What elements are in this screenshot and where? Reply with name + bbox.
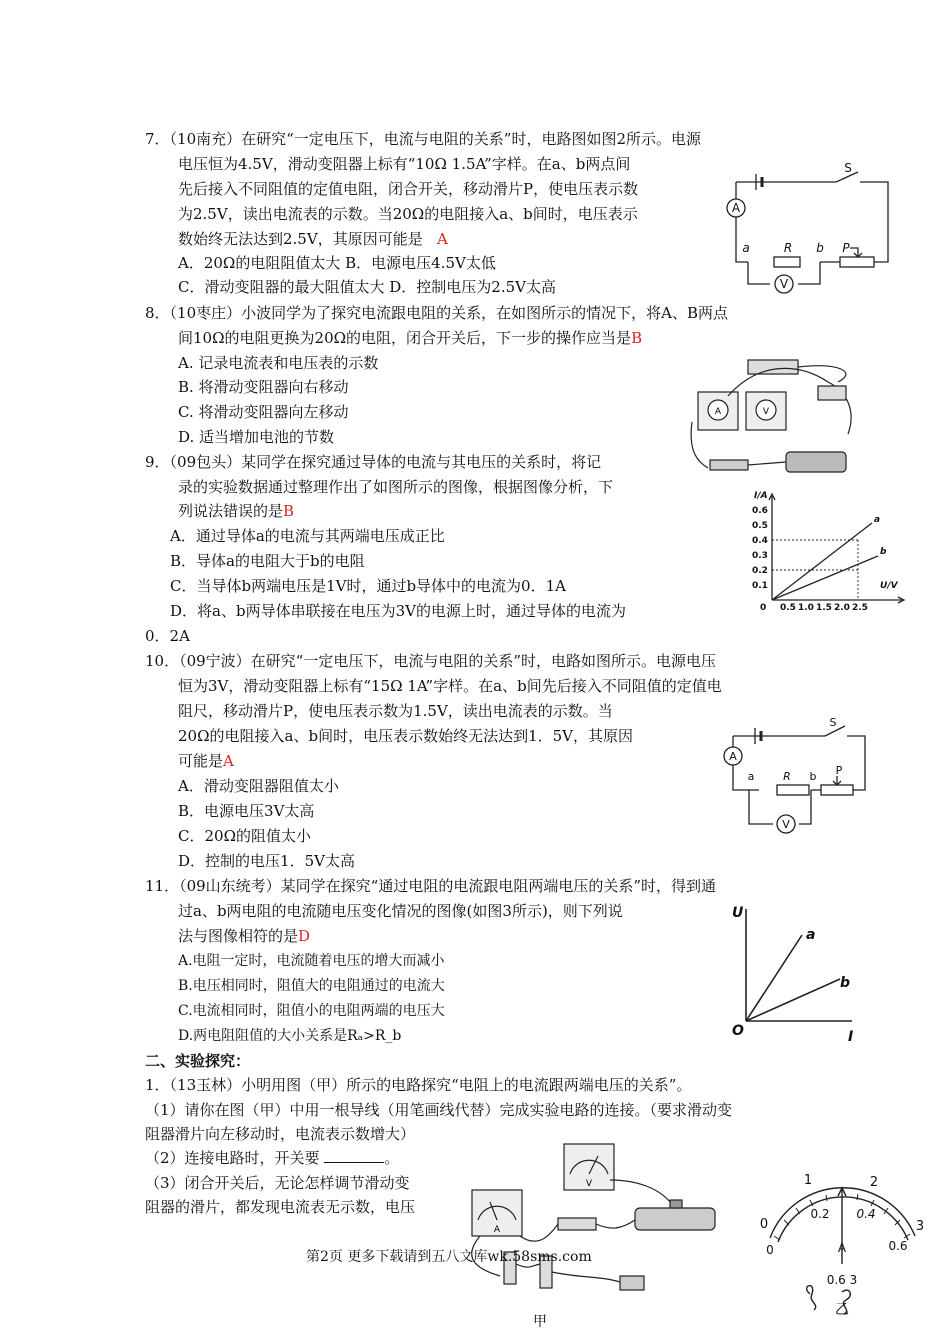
graph9-xtick: 1.5: [816, 603, 832, 613]
q7-line-4: 为2.5V，读出电流表的示数。当20Ω的电阻接入a、b间时，电压表示: [178, 205, 638, 223]
q7-line-5: 数始终无法达到2.5V，其原因可能是 A: [178, 230, 448, 248]
meter-big-scale: 0: [759, 1217, 769, 1232]
q9-line-1: 9．（09包头）某同学在探究通过导体的电流与其电压的关系时，将记: [145, 453, 602, 471]
q11-option-a: A.电阻一定时，电流随着电压的增大而减小: [178, 953, 445, 969]
graph11-xlabel: I: [848, 1029, 854, 1045]
section2-part1-line2: 阻器滑片向左移动时，电流表示数增大）: [145, 1125, 416, 1143]
q8-option-c: C. 将滑动变阻器向左移动: [178, 403, 349, 421]
graph11-origin: O: [732, 1023, 744, 1039]
meter-small-scale: 0: [766, 1243, 774, 1257]
q9-option-c: C．当导体b两端电压是1V时，通过b导体中的电流为0．1A: [170, 577, 566, 595]
graph9-line-b: b: [880, 547, 887, 557]
q10-line-3: 阻尺，移动滑片P，使电压表示数为1.5V，读出电流表的示数。当: [178, 702, 613, 720]
meter-center-label: A: [837, 1241, 847, 1255]
q9-line-3: 列说法错误的是B: [178, 502, 295, 520]
q8-line-2: 间10Ω的电阻更换为20Ω的电阻，闭合开关后，下一步的操作应当是B: [178, 329, 643, 347]
q9-option-d-cont: 0．2A: [145, 627, 190, 645]
graph9-ytick: 0.1: [752, 581, 768, 591]
q8-option-d: D. 适当增加电池的节数: [178, 428, 335, 446]
graph11-line-b: b: [840, 975, 851, 991]
q10-option-b: B．电源电压3V太高: [178, 802, 315, 820]
graph9-ytick: 0.5: [752, 521, 768, 531]
section2-part3-line2: 阻器的滑片，都发现电流表无示数，电压: [145, 1198, 416, 1216]
circuit-label-b: b: [816, 241, 824, 255]
graph9-ytick: 0.6: [752, 506, 768, 516]
meter-small-scale: 0.2: [810, 1207, 830, 1221]
section2-part1-line1: （1）请你在图（甲）中用一根导线（用笔画线代替）完成实验电路的连接。（要求滑动变: [145, 1101, 733, 1119]
q11-option-d: D.两电阻阻值的大小关系是Rₐ>R_b: [178, 1028, 402, 1044]
q8-option-a: A. 记录电流表和电压表的示数: [178, 354, 379, 372]
graph9-ytick: 0.2: [752, 566, 768, 576]
meter-terminals: 0.6 3: [826, 1273, 858, 1287]
q9-line-2: 录的实验数据通过整理作出了如图所示的图像，根据图像分析，下: [178, 478, 614, 496]
meter-big-scale: 3: [915, 1219, 925, 1234]
q11-line-1: 11．（09山东统考）某同学在探究“通过电阻的电流跟电阻两端电压的关系”时，得到通: [145, 877, 717, 895]
q7-line-2: 电压恒为4.5V，滑动变阻器上标有“10Ω 1.5A”字样。在a、b两点间: [178, 155, 631, 173]
graph9-xtick: 1.0: [798, 603, 814, 613]
q7-line-1: 7．（10南充）在研究“一定电压下，电流与电阻的关系”时，电路图如图2所示。电源: [145, 130, 702, 148]
q7-line-3: 先后接入不同阻值的定值电阻，闭合开关，移动滑片P，使电压表示数: [178, 180, 639, 198]
q8-answer: B: [631, 329, 643, 347]
q11-line-2: 过a、b两电阻的电流随电压变化情况的图像(如图3所示)，则下列说: [178, 902, 623, 920]
q10-line-2: 恒为3V，滑动变阻器上标有“15Ω 1A”字样。在a、b间先后接入不同阻值的定值电: [178, 677, 722, 695]
q10-circuit-diagram: [715, 718, 880, 843]
q11-option-c: C.电流相同时，阻值小的电阻两端的电压大: [178, 1003, 445, 1019]
q10-answer: A: [223, 752, 234, 770]
q10-option-c: C．20Ω的阻值太小: [178, 827, 312, 845]
graph9-xtick: 0.5: [780, 603, 796, 613]
q11-ui-graph: [730, 895, 860, 1045]
q7-options-cd: C．滑动变阻器的最大阻值太大 D．控制电压为2.5V太高: [178, 278, 556, 296]
meter-big-scale: 2: [869, 1175, 879, 1190]
circuit10-label-p: P: [835, 764, 843, 777]
meter-small-scale: 0.6: [888, 1239, 908, 1253]
q8-apparatus-illustration: [688, 352, 868, 482]
svg-text:A: A: [493, 1225, 501, 1235]
graph9-xlabel: U/V: [880, 581, 898, 591]
q11-line-3: 法与图像相符的是D: [178, 927, 311, 945]
section2-part3-line1: （3）闭合开关后，无论怎样调节滑动变: [145, 1174, 410, 1192]
circuit-label-r: R: [783, 241, 793, 255]
q7-options-ab: A．20Ω的电阻阻值太大 B．电源电压4.5V太低: [178, 254, 496, 272]
graph9-xtick: 2.5: [852, 603, 868, 613]
figure-yi-label: 乙: [835, 1302, 849, 1318]
q8-option-b: B. 将滑动变阻器向右移动: [178, 378, 349, 396]
q10-option-a: A．滑动变阻器阻值太小: [178, 777, 339, 795]
page-footer: 第2页 更多下载请到五八文库wk.58sms.com: [306, 1249, 592, 1265]
circuit10-label-b: b: [809, 770, 817, 783]
q10-option-d: D．控制的电压1．5V太高: [178, 852, 355, 870]
svg-text:V: V: [762, 407, 770, 417]
figure-jia-label: 甲: [533, 1314, 547, 1330]
section2-q1: 1．（13玉林）小明用图（甲）所示的电路探究“电阻上的电流跟两端电压的关系”。: [145, 1076, 692, 1094]
meter-small-scale: 0.4: [856, 1207, 876, 1221]
q10-line-5: 可能是A: [178, 752, 234, 770]
q10-line-4: 20Ω的电阻接入a、b间时，电压表示数始终无法达到1．5V，其原因: [178, 727, 633, 745]
circuit10-label-voltmeter: V: [782, 818, 790, 831]
circuit10-label-ammeter: A: [729, 750, 737, 763]
q7-circuit-diagram: [708, 160, 893, 295]
graph9-ylabel: I/A: [754, 491, 768, 501]
graph9-xtick: 0: [760, 603, 767, 613]
graph9-ytick: 0.3: [752, 551, 768, 561]
meter-big-scale: 1: [803, 1173, 813, 1188]
graph11-line-a: a: [806, 927, 816, 943]
q9-iu-graph: [752, 490, 912, 615]
svg-text:A: A: [714, 407, 722, 417]
figure-jia-apparatus: [460, 1140, 735, 1340]
q8-line-1: 8．（10枣庄）小波同学为了探究电流跟电阻的关系，在如图所示的情况下，将A、B两点: [145, 304, 728, 322]
q10-line-1: 10．（09宁波）在研究“一定电压下，电流与电阻的关系”时，电路如图所示。电源电压: [145, 652, 717, 670]
q9-option-d: D．将a、b两导体串联接在电压为3V的电源上时，通过导体的电流为: [170, 602, 626, 620]
graph9-line-a: a: [874, 515, 881, 525]
circuit-label-s: S: [844, 161, 852, 175]
q11-option-b: B.电压相同时，阻值大的电阻通过的电流大: [178, 978, 445, 994]
graph9-xtick: 2.0: [834, 603, 850, 613]
q11-answer: D: [298, 927, 311, 945]
q9-answer: B: [283, 502, 295, 520]
circuit10-label-r: R: [783, 770, 791, 783]
figure-yi-ammeter-dial: [750, 1168, 935, 1318]
answer-blank[interactable]: [324, 1148, 384, 1163]
circuit10-label-a: a: [747, 770, 755, 783]
q9-option-b: B．导体a的电阻大于b的电阻: [170, 552, 365, 570]
circuit-label-voltmeter: V: [779, 277, 789, 291]
graph11-ylabel: U: [732, 905, 744, 921]
circuit10-label-s: S: [829, 716, 837, 729]
section2-title: 二、实验探究：: [145, 1052, 251, 1070]
circuit-label-p: P: [842, 241, 850, 255]
circuit-label-a: a: [742, 241, 750, 255]
q7-answer: A: [437, 230, 448, 248]
section2-part2: （2）连接电路时，开关要 。: [145, 1149, 400, 1167]
circuit-label-ammeter: A: [731, 201, 741, 215]
svg-text:V: V: [585, 1179, 593, 1189]
q9-option-a: A．通过导体a的电流与其两端电压成正比: [170, 527, 445, 545]
graph9-ytick: 0.4: [752, 536, 768, 546]
